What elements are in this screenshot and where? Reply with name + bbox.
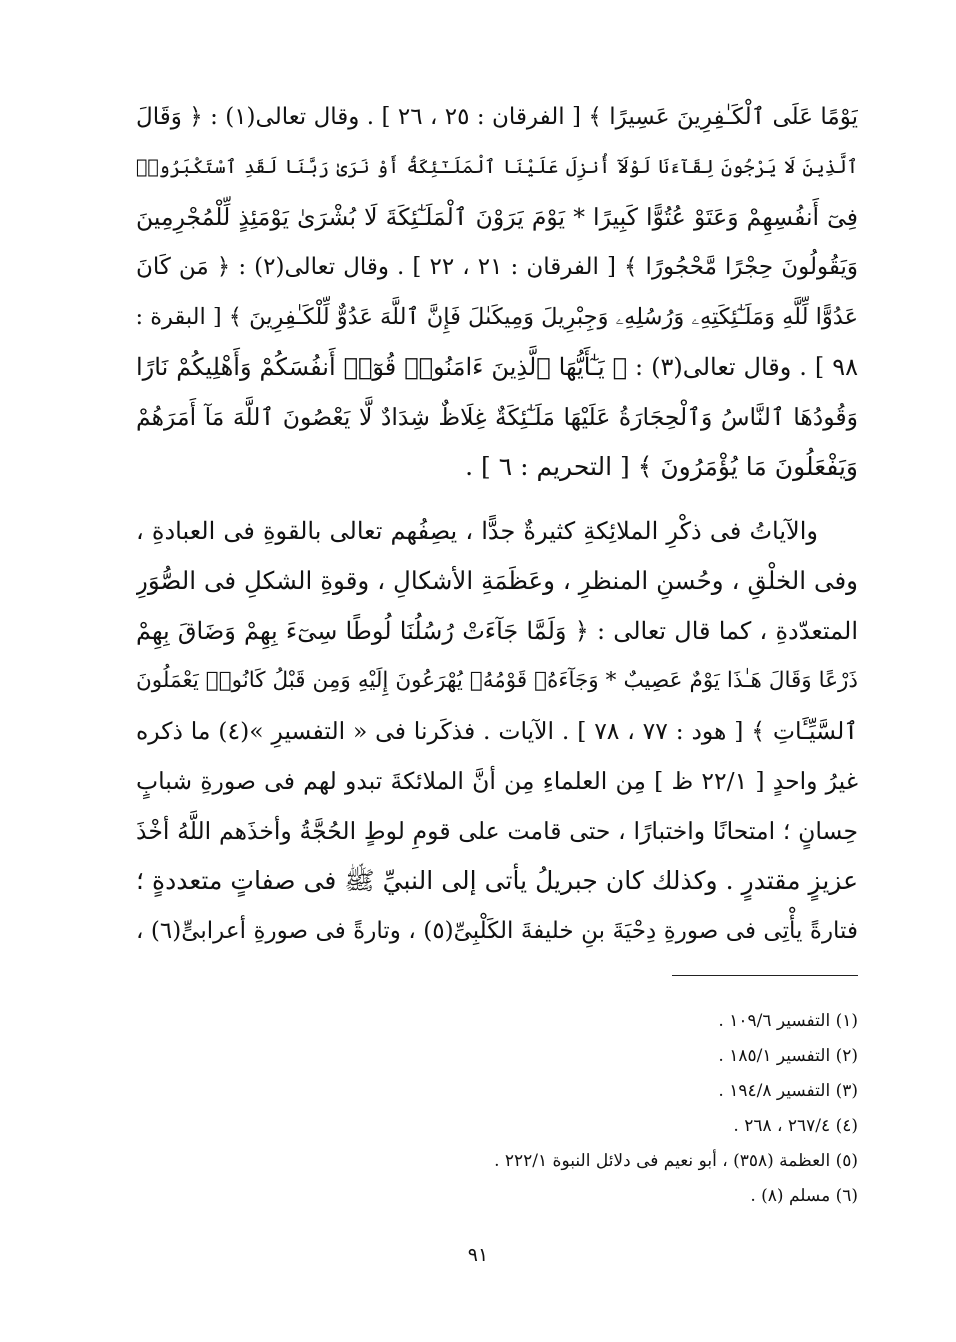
text-line: وَقُودُهَا ٱلنَّاسُ وَٱلْحِجَارَةُ عَلَيْهَا مَلَـٰٓئِكَةٌ غِلَاظٌ شِدَادٌ لَّا يَعْصُونَ ٱللَّهَ مَآ أَمَرَهُمْ — [136, 403, 858, 431]
text-line: والآياتُ فى ذكْرِ الملائِكةِ كثيرةٌ جدًّا ، يصِفُهم تعالى بالقوةِ فى العبادةِ ، — [136, 517, 818, 545]
text-line: ٩٨ ] . وقال تعالى(٣) : ﴿ يَـٰٓأَيُّهَا ٱلَّذِينَ ءَامَنُوا۟ قُوٓا۟ أَنفُسَكُمْ وَأَهْلِيكُمْ نَارًا — [136, 353, 858, 381]
footnote: (١) التفسير ١٠٩/٦ . — [718, 1011, 858, 1031]
text-line: وفى الخلْقِ ، وحُسنِ المنظرِ ، وعَظَمَةِ الأشكالِ ، وقوةِ الشكلِ فى الصُّوَرِ — [136, 566, 858, 595]
text-line: غيرُ واحدٍ [ ٢٢/١ ظ ] مِن العلماءِ مِن أنَّ الملائكةَ تبدو لهم فى صورةِ شبابٍ — [136, 767, 858, 795]
text-line: وَيَقُولُونَ حِجْرًا مَّحْجُورًا ﴾ [ الفرقان : ٢١ ، ٢٢ ] . وقال تعالى(٢) : ﴿ مَن كَانَ — [136, 254, 858, 280]
footnote: (٤) ٢٦٧/٤ ، ٢٦٨ . — [733, 1116, 858, 1136]
text-line: فتارةً يأْتِى فى صورةِ دِحْيَةَ بنِ خليفةَ الكَلْبِىِّ(٥) ، وتارةً فى صورةِ أعرابىٍّ(٦) ، — [136, 918, 858, 944]
footnote-separator — [672, 975, 858, 976]
text-line: عَدُوًّا لِّلَّهِ وَمَلَـٰٓئِكَتِهِۦ وَرُسُلِهِۦ وَجِبْرِيلَ وَمِيكَىٰلَ فَإِنَّ ٱللَّهَ عَدُوٌّ لِّلْكَـٰفِرِينَ ﴾ [ البقرة : — [136, 304, 858, 330]
text-line: المتعدّدةِ ، كما قال تعالى : ﴿ وَلَمَّا جَآءَتْ رُسُلُنَا لُوطًا سِىٓءَ بِهِمْ وَضَاقَ بِهِمْ — [136, 617, 858, 645]
text-line: عزيزٍ مقتدرٍ . وكذلك كان جبريلُ يأتى إلى النبيِّ ﷺ فى صفاتٍ متعددةٍ ؛ — [136, 866, 858, 895]
footnote: (٣) التفسير ١٩٤/٨ . — [718, 1081, 858, 1101]
footnotes — [136, 1004, 858, 1214]
paragraph-1 — [136, 92, 858, 492]
footnote: (٦) مسلم (٨) . — [750, 1186, 858, 1206]
paragraph-2 — [136, 506, 858, 956]
text-line: ٱلَّذِينَ لَا يَرْجُونَ لِقَآءَنَا لَوْلَآ أُنزِلَ عَلَيْنَا ٱلْمَلَـٰٓئِكَةُ أَوْ نَرَىٰ رَبَّنَا لَقَدِ ٱسْتَكْبَرُوا۟ — [136, 156, 858, 178]
page-number: ٩١ — [467, 1244, 489, 1266]
text-line: يَوْمًا عَلَى ٱلْكَـٰفِرِينَ عَسِيرًا ﴾ [ الفرقان : ٢٥ ، ٢٦ ] . وقال تعالى(١) : ﴿ وَقَالَ — [136, 104, 858, 130]
text-line: حِسانٍ ؛ امتحانًا واختبارًا ، حتى قامت على قومِ لوطٍ الحُجَّةُ وأخذَهم اللَّهُ أخْذَ — [136, 817, 858, 845]
text-line: فِىٓ أَنفُسِهِمْ وَعَتَوْ عُتُوًّا كَبِيرًا * يَوْمَ يَرَوْنَ ٱلْمَلَـٰٓئِكَةَ لَا بُشْرَىٰ يَوْمَئِذٍ لِّلْمُجْرِمِينَ — [136, 203, 858, 231]
text-line: ٱلسَّيِّـَٔاتِ ﴾ [ هود : ٧٧ ، ٧٨ ] . الآيات . فذكَرنا فى « التفسيرِ »(٤) ما ذكره — [136, 717, 858, 745]
text-line: ذَرْعًا وَقَالَ هَـٰذَا يَوْمٌ عَصِيبٌ * وَجَآءَهُۥ قَوْمُهُۥ يُهْرَعُونَ إِلَيْهِ وَمِن قَبْلُ كَانُوا۟ يَعْمَلُونَ — [136, 668, 858, 693]
text-line: وَيَفْعَلُونَ مَا يُؤْمَرُونَ ﴾ [ التحريم : ٦ ] . — [465, 452, 858, 481]
footnote: (٥) العظمة (٣٥٨) ، أبو نعيم فى دلائل النبوة ٢٢٢/١ . — [494, 1151, 858, 1171]
footnote: (٢) التفسير ١٨٥/١ . — [718, 1046, 858, 1066]
